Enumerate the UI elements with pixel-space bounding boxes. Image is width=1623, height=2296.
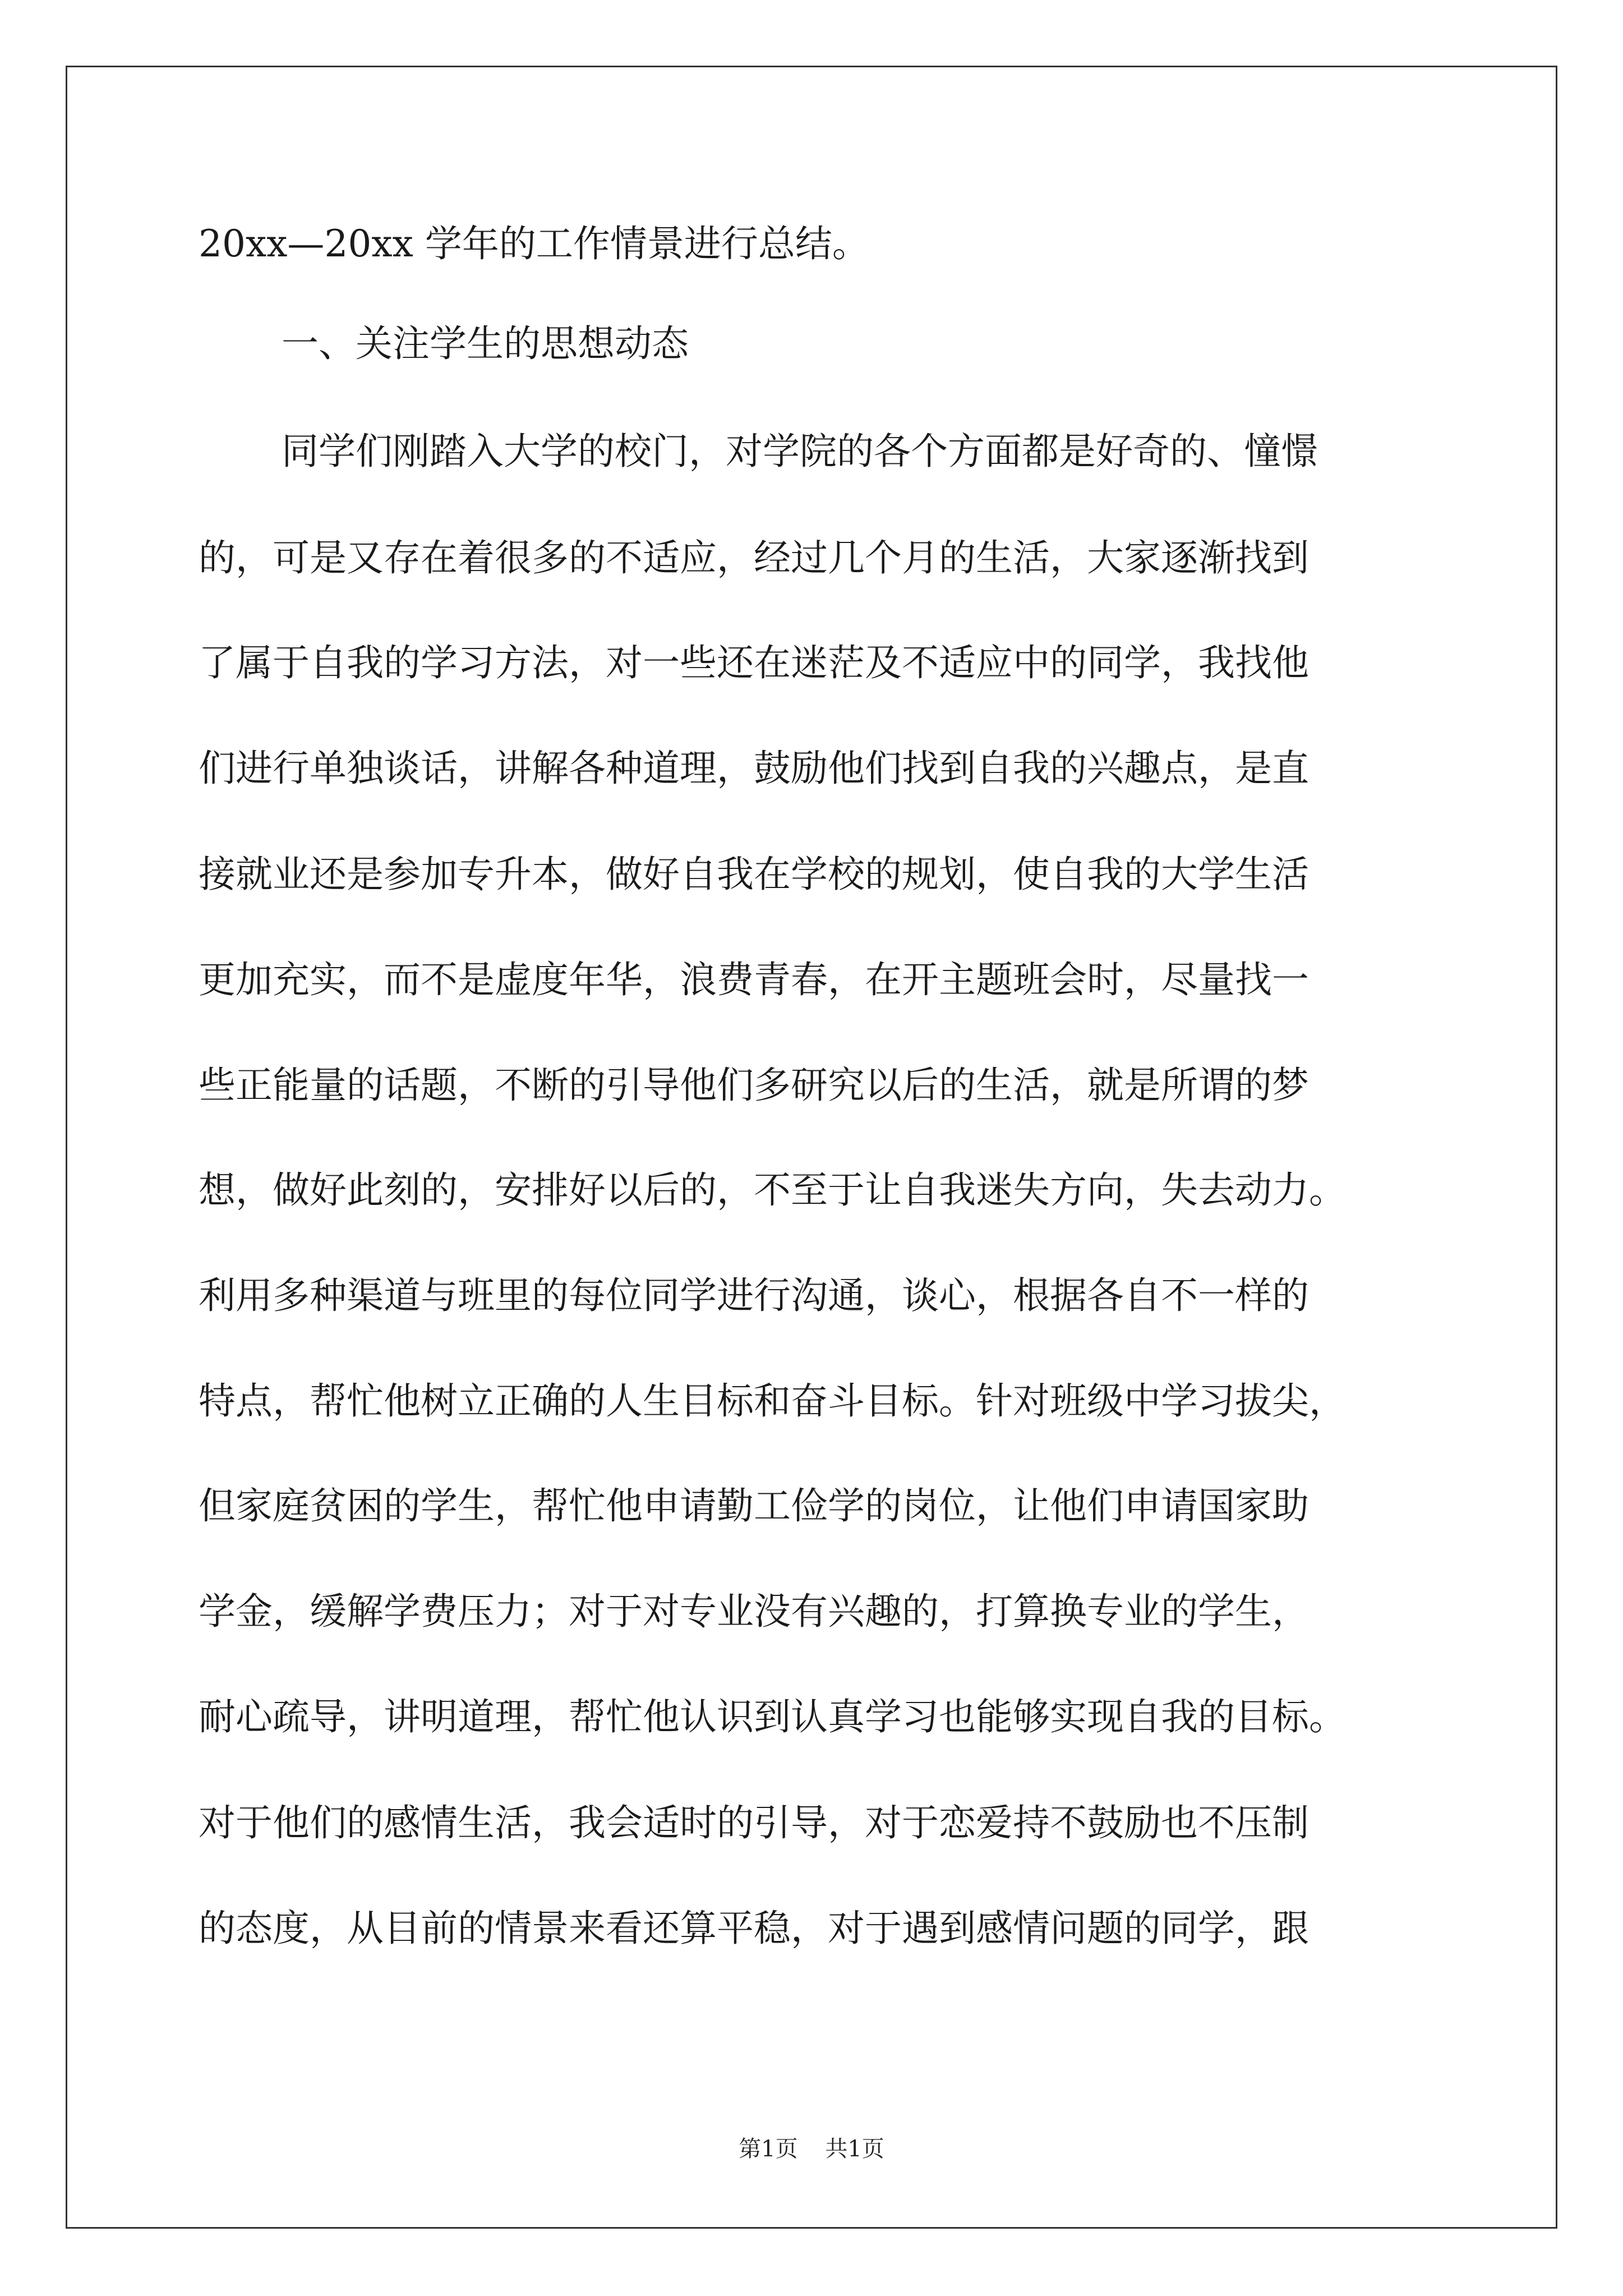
- text-line: 对于他们的感情生活，我会适时的引导，对于恋爱持不鼓励也不压制: [199, 1801, 1309, 1844]
- text-line: 同学们刚踏入大学的校门，对学院的各个方面都是好奇的、憧憬: [282, 430, 1318, 473]
- page-total: 共1页: [825, 2136, 884, 2162]
- text-line: 但家庭贫困的学生，帮忙他申请勤工俭学的岗位，让他们申请国家助: [199, 1484, 1309, 1527]
- page-number: 第1页: [739, 2136, 798, 2162]
- text-line: 利用多种渠道与班里的每位同学进行沟通，谈心，根据各自不一样的: [199, 1274, 1309, 1317]
- text-line: 耐心疏导，讲明道理，帮忙他认识到认真学习也能够实现自我的目标。: [199, 1695, 1346, 1738]
- page-footer: [0, 2135, 1623, 2163]
- text-line: 更加充实，而不是虚度年华，浪费青春，在开主题班会时，尽量找一: [199, 958, 1309, 1001]
- text-line: 些正能量的话题，不断的引导他们多研究以后的生活，就是所谓的梦: [199, 1064, 1309, 1107]
- text-line: 们进行单独谈话，讲解各种道理，鼓励他们找到自我的兴趣点，是直: [199, 747, 1309, 790]
- text-line: 想，做好此刻的，安排好以后的，不至于让自我迷失方向，失去动力。: [199, 1168, 1346, 1212]
- text-line: 接就业还是参加专升本，做好自我在学校的规划，使自我的大学生活: [199, 853, 1309, 896]
- text-line: 特点，帮忙他树立正确的人生目标和奋斗目标。针对班级中学习拔尖，: [199, 1379, 1346, 1423]
- text-line: 的态度，从目前的情景来看还算平稳，对于遇到感情问题的同学，跟: [199, 1907, 1309, 1950]
- text-line: 的，可是又存在着很多的不适应，经过几个月的生活，大家逐渐找到: [199, 536, 1309, 579]
- section-heading: 一、关注学生的思想动态: [282, 322, 689, 365]
- text-line: 学金，缓解学费压力；对于对专业没有兴趣的，打算换专业的学生，: [199, 1590, 1309, 1633]
- text-line: 20xx—20xx 学年的工作情景进行总结。: [199, 222, 869, 265]
- text-line: 了属于自我的学习方法，对一些还在迷茫及不适应中的同学，我找他: [199, 641, 1309, 684]
